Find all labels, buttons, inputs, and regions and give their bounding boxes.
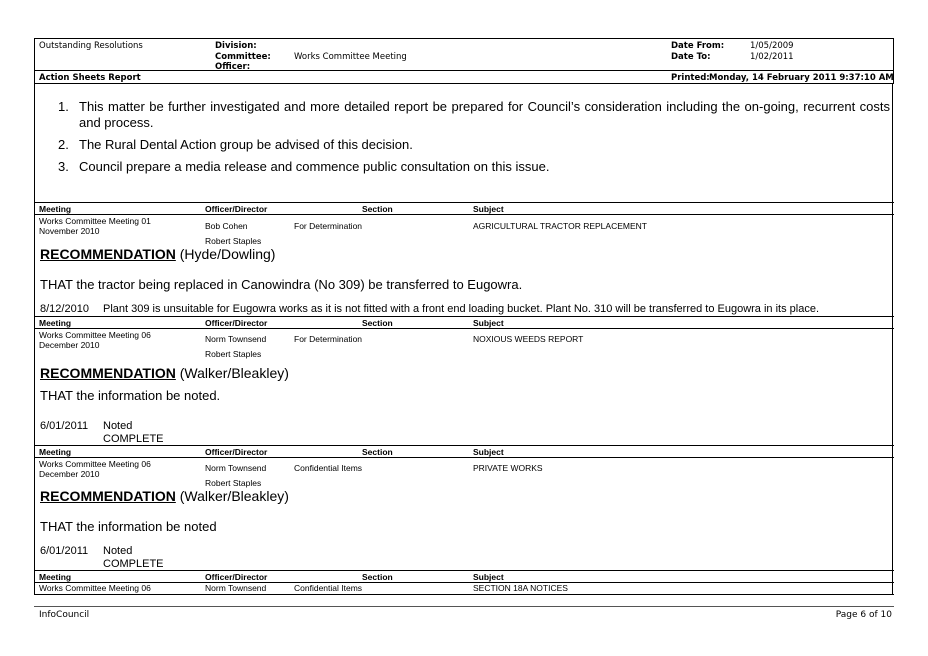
list-text: The Rural Dental Action group be advised of this decision. [79, 137, 413, 152]
list-text: This matter be further investigated and more detailed report be prepared for Council’s consideration including the on-going, recurrent costs and process. [79, 99, 890, 130]
record-divider [34, 445, 894, 446]
list-text: Council prepare a media release and commence public consultation on this issue. [79, 159, 550, 174]
column-header-meeting: Meeting [39, 447, 72, 457]
report-name: Outstanding Resolutions [39, 41, 143, 51]
director-cell: Robert Staples [205, 349, 262, 359]
intro-list [58, 99, 890, 175]
subject-cell: AGRICULTURAL TRACTOR REPLACEMENT [473, 221, 647, 231]
subject-cell: PRIVATE WORKS [473, 463, 543, 473]
frame-bottom-border [34, 594, 894, 595]
record-divider [34, 570, 894, 571]
date-to-label: Date To: [671, 52, 711, 62]
committee-value: Works Committee Meeting [294, 52, 407, 62]
note-text: Noted [103, 545, 133, 557]
record-divider [34, 202, 894, 203]
recommendation-movers: (Walker/Bleakley) [179, 488, 289, 504]
recommendation-movers: (Walker/Bleakley) [179, 365, 289, 381]
recommendation-heading [40, 246, 275, 263]
frame-left-border [34, 84, 35, 595]
note-date: 6/01/2011 [40, 420, 89, 432]
column-header-subject: Subject [473, 447, 504, 457]
footer-app-name: InfoCouncil [39, 610, 90, 620]
column-header-officer: Officer/Director [205, 204, 268, 214]
meeting-cell: Works Committee Meeting 06 December 2010 [39, 330, 151, 350]
column-header-section: Section [362, 572, 393, 582]
column-header-underline [34, 214, 894, 215]
meeting-cell: Works Committee Meeting 06 December 2010 [39, 459, 151, 479]
subject-cell: SECTION 18A NOTICES [473, 583, 568, 593]
list-number: 3. [58, 159, 69, 174]
note-text: Noted [103, 420, 133, 432]
column-header-officer: Officer/Director [205, 447, 268, 457]
note-status: COMPLETE [103, 433, 164, 445]
recommendation-label: RECOMMENDATION [40, 488, 176, 504]
column-header-subject: Subject [473, 572, 504, 582]
footer-rule [34, 606, 894, 607]
section-cell: Confidential Items [294, 463, 363, 473]
date-from-label: Date From: [671, 41, 725, 51]
division-label: Division: [215, 41, 257, 51]
printed-label: Printed: [671, 73, 710, 83]
resolution-text: THAT the information be noted. [40, 388, 221, 403]
director-cell: Robert Staples [205, 478, 262, 488]
recommendation-movers: (Hyde/Dowling) [179, 246, 276, 262]
list-item [58, 137, 890, 153]
column-header-section: Section [362, 318, 393, 328]
section-cell: For Determination [294, 334, 363, 344]
note-status: COMPLETE [103, 558, 164, 570]
director-cell: Robert Staples [205, 236, 262, 246]
committee-label: Committee: [215, 52, 271, 62]
date-to-value: 1/02/2011 [750, 52, 794, 62]
meeting-cell: Works Committee Meeting 06 [39, 583, 151, 593]
date-from-value: 1/05/2009 [750, 41, 794, 51]
column-header-officer: Officer/Director [205, 572, 268, 582]
column-header-meeting: Meeting [39, 318, 72, 328]
officer-cell: Bob Cohen [205, 221, 248, 231]
recommendation-heading [40, 488, 289, 505]
column-header-subject: Subject [473, 204, 504, 214]
list-item [58, 159, 890, 175]
column-header-underline [34, 328, 894, 329]
header-divider [34, 70, 894, 71]
list-item [58, 99, 890, 131]
officer-cell: Norm Townsend [205, 583, 267, 593]
meeting-cell: Works Committee Meeting 01 November 2010 [39, 216, 151, 236]
recommendation-label: RECOMMENDATION [40, 246, 176, 262]
note-date: 6/01/2011 [40, 545, 89, 557]
officer-cell: Norm Townsend [205, 334, 267, 344]
recommendation-label: RECOMMENDATION [40, 365, 176, 381]
record-divider [34, 316, 894, 317]
note-date: 8/12/2010 [40, 303, 89, 315]
list-number: 1. [58, 99, 69, 114]
column-header-underline [34, 457, 894, 458]
section-cell: Confidential Items [294, 583, 363, 593]
note-text: Plant 309 is unsuitable for Eugowra works as it is not fitted with a front end loading bucket. Plant No. 310 will be transferred to Eugowra in its place. [103, 303, 819, 315]
officer-label: Officer: [215, 62, 251, 72]
column-header-section: Section [362, 447, 393, 457]
resolution-text: THAT the information be noted [40, 519, 217, 534]
printed-value: Monday, 14 February 2011 9:37:10 AM [709, 73, 894, 83]
column-header-meeting: Meeting [39, 204, 72, 214]
report-type: Action Sheets Report [39, 73, 141, 83]
column-header-meeting: Meeting [39, 572, 72, 582]
column-header-section: Section [362, 204, 393, 214]
recommendation-heading [40, 365, 289, 382]
resolution-text: THAT the tractor being replaced in Canowindra (No 309) be transferred to Eugowra. [40, 277, 523, 292]
column-header-underline [34, 582, 894, 583]
section-cell: For Determination [294, 221, 363, 231]
officer-cell: Norm Townsend [205, 463, 267, 473]
subject-cell: NOXIOUS WEEDS REPORT [473, 334, 584, 344]
column-header-officer: Officer/Director [205, 318, 268, 328]
column-header-subject: Subject [473, 318, 504, 328]
list-number: 2. [58, 137, 69, 152]
footer-page-number: Page 6 of 10 [835, 610, 892, 620]
frame-right-border [892, 84, 893, 595]
